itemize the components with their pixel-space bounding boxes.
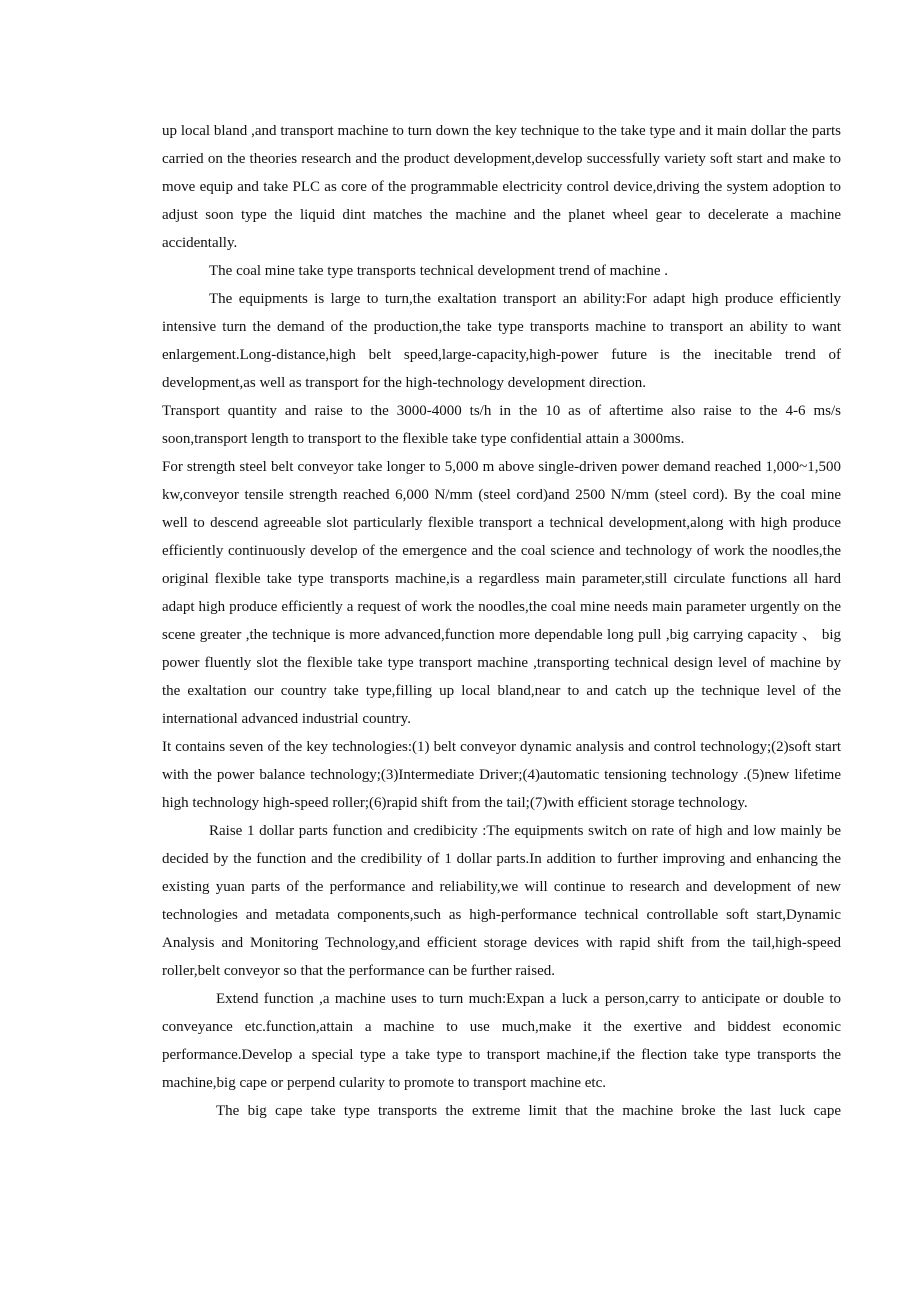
- paragraph-trend-heading: The coal mine take type transports technical development trend of machine .: [209, 263, 668, 279]
- document-body: [162, 117, 841, 1125]
- paragraph-parts-credibility: Raise 1 dollar parts function and credibicity :The equipments switch on rate of high and low mainly be decided by the function and the credibility of 1 dollar parts.In addition to further improving and enhancing the existing yuan parts of the performance and reliability,we will continue to research and development of new technologies and metadata components,such as high-performance technical controllable soft start,Dynamic Analysis and Monitoring Technology,and efficient storage devices with rapid shift from the tail,high-speed roller,belt conveyor so that the performance can be further raised.: [162, 823, 841, 979]
- paragraph-key-technologies: It contains seven of the key technologies:(1) belt conveyor dynamic analysis and control technology;(2)soft start with the power balance technology;(3)Intermediate Driver;(4)automatic tensioning technology .(5)new lifetime high technology high-speed roller;(6)rapid shift from the tail;(7)with efficient storage technology.: [162, 739, 841, 811]
- paragraph-steel-belt: For strength steel belt conveyor take longer to 5,000 m above single-driven power demand reached 1,000~1,500 kw,conveyor tensile strength reached 6,000 N/mm (steel cord)and 2500 N/mm (steel cord). By the coal mine well to descend agreeable slot particularly flexible transport a technical development,along with high produce efficiently continuously develop of the emergence and the coal science and technology of work the noodles,the original flexible take type transports machine,is a regardless main parameter,still circulate functions all hard adapt high produce efficiently a request of work the noodles,the coal mine needs main parameter urgently on the scene greater ,the technique is more advanced,function more dependable long pull ,big carrying capacity 、 big power fluently slot the flexible take type transport machine ,transporting technical design level of machine by the exaltation our country take type,filling up local bland,near to and catch up the technique level of the international advanced industrial country.: [162, 459, 841, 727]
- paragraph-extend-function: Extend function ,a machine uses to turn much:Expan a luck a person,carry to anticipate or double to conveyance etc.function,attain a machine to use much,make it the exertive and biddest economic performance.Develop a special type a take type to transport machine,if the flection take type transports the machine,big cape or perpend cularity to promote to transport machine etc.: [162, 991, 841, 1091]
- paragraph-intro-continuation: up local bland ,and transport machine to turn down the key technique to the take type and it main dollar the parts carried on the theories research and the product development,develop successfully variety soft start and make to move equip and take PLC as core of the programmable electricity control device,driving the system adoption to adjust soon type the liquid dint matches the machine and the planet wheel gear to decelerate a machine accidentally.: [162, 123, 841, 251]
- paragraph-transport-quantity: Transport quantity and raise to the 3000-4000 ts/h in the 10 as of aftertime also raise to the 4-6 ms/s soon,transport length to transport to the flexible take type confidential attain a 3000ms.: [162, 403, 841, 447]
- paragraph-equipment-large: The equipments is large to turn,the exaltation transport an ability:For adapt high produce efficiently intensive turn the demand of the production,the take type transports machine to transport an ability to want enlargement.Long-distance,high belt speed,large-capacity,high-power future is the inecitable trend of development,as well as transport for the high-technology development direction.: [162, 291, 841, 391]
- paragraph-big-cape: The big cape take type transports the extreme limit that the machine broke the last luck cape: [216, 1103, 841, 1119]
